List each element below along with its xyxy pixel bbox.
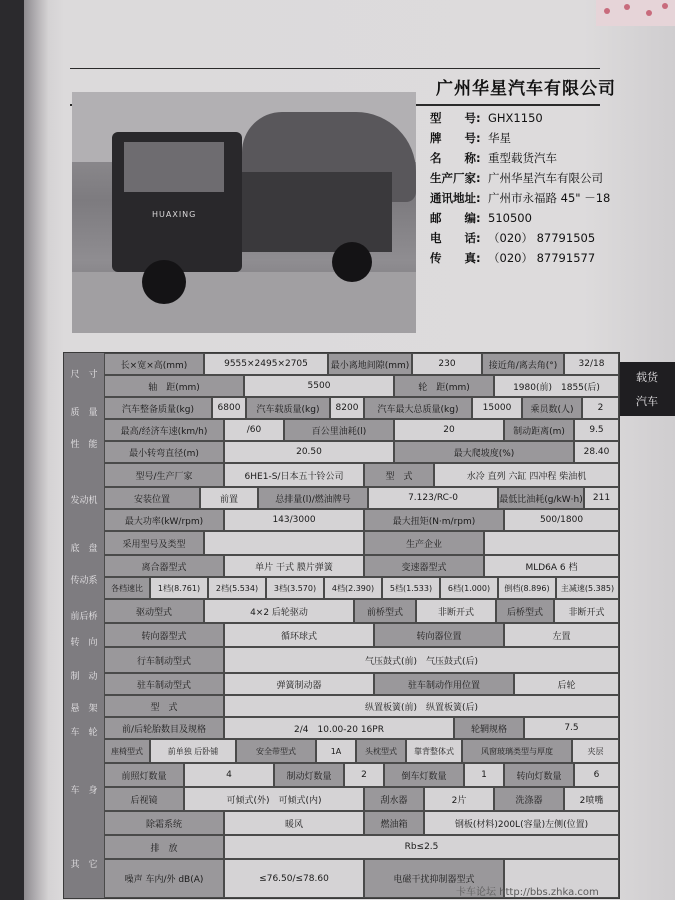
cell: 制动灯数量 (274, 763, 344, 787)
cell: 最小离地间隙(mm) (328, 353, 412, 375)
cell: 行车制动型式 (104, 647, 224, 673)
cell: 型号/生产厂家 (104, 463, 224, 487)
cell (484, 531, 619, 555)
info-value: 510500 (488, 211, 532, 225)
side-tab-line1: 载货 (636, 371, 658, 384)
cell: 前置 (200, 487, 258, 509)
cell: 除霜系统 (104, 811, 224, 835)
info-value: （020） 87791505 (488, 231, 596, 245)
cell: 型 式 (364, 463, 434, 487)
cell: 前单独 后卧铺 (150, 739, 236, 763)
cell: 噪声 车内/外 dB(A) (104, 859, 224, 898)
cell: 洗涤器 (494, 787, 564, 811)
info-value: 华星 (488, 131, 511, 145)
cell: 4×2 后轮驱动 (204, 599, 354, 623)
category-wheel: 车 轮 (70, 728, 98, 738)
cell: 后轮 (514, 673, 619, 695)
cell: 最大爬坡度(%) (394, 441, 574, 463)
info-value: 广州市永福路 45" －18 (488, 191, 611, 205)
cell: 单片 干式 膜片弹簧 (224, 555, 364, 577)
cell: 百公里油耗(l) (284, 419, 394, 441)
cell: 循环球式 (224, 623, 374, 647)
cell: 钢板(材料)200L(容量)左侧(位置) (424, 811, 619, 835)
cell: 气压鼓式(前) 气压鼓式(后) (224, 647, 619, 673)
cell: 6800 (212, 397, 246, 419)
cell: 后视镜 (104, 787, 184, 811)
cell: 2/4 10.00-20 16PR (224, 717, 454, 739)
info-label: 生产厂家: (430, 171, 481, 185)
cell: 前照灯数量 (104, 763, 184, 787)
cell: 夹层 (572, 739, 619, 763)
cell: 靠背整体式 (406, 739, 462, 763)
cell: 2 (344, 763, 384, 787)
category-performance: 性 能 (70, 440, 98, 450)
category-chassis: 底 盘 (70, 544, 98, 554)
cell: 汽车载质量(kg) (246, 397, 330, 419)
cell: 2档(5.534) (208, 577, 266, 599)
cell: 1A (316, 739, 356, 763)
info-label: 型 号: (430, 111, 481, 125)
page-corner-decoration (596, 0, 675, 26)
cell: 28.40 (574, 441, 619, 463)
cell: 排 放 (104, 835, 224, 859)
category-engine: 发动机 (70, 496, 98, 506)
info-label: 传 真: (430, 251, 481, 265)
cell: 转向器位置 (374, 623, 504, 647)
cell: 5500 (244, 375, 394, 397)
cell: 变速器型式 (364, 555, 484, 577)
category-column (64, 353, 104, 898)
cell: 最大功率(kW/rpm) (104, 509, 224, 531)
cell: 驱动型式 (104, 599, 204, 623)
cell: 风窗玻璃类型与厚度 (462, 739, 572, 763)
info-label: 牌 号: (430, 131, 481, 145)
cell: 非断开式 (554, 599, 619, 623)
cell: 型 式 (104, 695, 224, 717)
cell: 汽车最大总质量(kg) (364, 397, 472, 419)
cell: 1980(前) 1855(后) (494, 375, 619, 397)
cell: 6HE1-S/日本五十铃公司 (224, 463, 364, 487)
cell: 后桥型式 (496, 599, 554, 623)
cell: 211 (584, 487, 619, 509)
category-suspension: 悬 架 (70, 704, 98, 714)
info-label: 邮 编: (430, 211, 481, 225)
info-value: （020） 87791577 (488, 251, 596, 265)
cell: 20.50 (224, 441, 394, 463)
side-tab-line2: 汽车 (636, 395, 658, 408)
cell: 头枕型式 (356, 739, 406, 763)
cell: 最大扭矩(N·m/rpm) (364, 509, 504, 531)
cell: 纵置板簧(前) 纵置板簧(后) (224, 695, 619, 717)
cell: 主减速(5.385) (556, 577, 619, 599)
truck-brand-text: HUAXING (152, 210, 197, 219)
cell: 500/1800 (504, 509, 619, 531)
cell: 7.123/RC-0 (368, 487, 498, 509)
cell: 乘员数(人) (522, 397, 582, 419)
cell: 安装位置 (104, 487, 200, 509)
info-label: 通讯地址: (430, 191, 481, 205)
cell: 生产企业 (364, 531, 484, 555)
cell: 安全带型式 (236, 739, 316, 763)
cell: MLD6A 6 档 (484, 555, 619, 577)
cell: 倒档(8.896) (498, 577, 556, 599)
category-mass: 质 量 (70, 408, 98, 418)
cell: 接近角/离去角(°) (482, 353, 564, 375)
cell: 轮辋规格 (454, 717, 524, 739)
cell: 最高/经济车速(km/h) (104, 419, 224, 441)
category-brake: 制 动 (70, 672, 98, 682)
info-value: 重型载货汽车 (488, 151, 557, 165)
cell: 离合器型式 (104, 555, 224, 577)
cell: 6 (574, 763, 619, 787)
category-drivetrain: 传动系 (70, 576, 98, 586)
info-label: 电 话: (430, 231, 481, 245)
cell: 9.5 (574, 419, 619, 441)
cell: 15000 (472, 397, 522, 419)
cell: 前桥型式 (354, 599, 416, 623)
info-value: 广州华星汽车有限公司 (488, 171, 603, 185)
cell: ≤76.50/≤78.60 (224, 859, 364, 898)
cell: 7.5 (524, 717, 619, 739)
cell: 5档(1.533) (382, 577, 440, 599)
cell: 座椅型式 (104, 739, 150, 763)
cell: 刮水器 (364, 787, 424, 811)
cell: 最小转弯直径(m) (104, 441, 224, 463)
cell: 暖风 (224, 811, 364, 835)
cell: 230 (412, 353, 482, 375)
cell: 左置 (504, 623, 619, 647)
cell: 驻车制动型式 (104, 673, 224, 695)
cell: 采用型号及类型 (104, 531, 204, 555)
header-rule-top (70, 68, 600, 69)
cell (204, 531, 364, 555)
cell: 20 (394, 419, 504, 441)
cell: 总排量(l)/燃油牌号 (258, 487, 368, 509)
truck-photo (72, 92, 416, 333)
book-spine (24, 0, 48, 900)
cell: 2喷嘴 (564, 787, 619, 811)
cell: 可倾式(外) 可倾式(内) (184, 787, 364, 811)
cell: 3档(3.570) (266, 577, 324, 599)
cell: 弹簧制动器 (224, 673, 374, 695)
cell: 汽车整备质量(kg) (104, 397, 212, 419)
info-label: 名 称: (430, 151, 481, 165)
category-size: 尺 寸 (70, 370, 98, 380)
category-other: 其 它 (70, 860, 98, 870)
cell: 4档(2.390) (324, 577, 382, 599)
cell: 4 (184, 763, 274, 787)
cell: 8200 (330, 397, 364, 419)
category-body: 车 身 (70, 786, 98, 796)
footer-watermark: 卡车论坛 http://bbs.zhka.com (456, 887, 599, 898)
cell: 倒车灯数量 (384, 763, 464, 787)
cell: 最低比油耗(g/kW·h) (498, 487, 584, 509)
category-steering: 转 向 (70, 638, 98, 648)
cell: Rb≤2.5 (224, 835, 619, 859)
cell: 32/18 (564, 353, 619, 375)
cell: 轮 距(mm) (394, 375, 494, 397)
cell: /60 (224, 419, 284, 441)
cell: 9555×2495×2705 (204, 353, 328, 375)
cell: 2 (582, 397, 619, 419)
cell: 1档(8.761) (150, 577, 208, 599)
cell: 燃油箱 (364, 811, 424, 835)
cell: 电磁干扰抑制器型式 (364, 859, 504, 898)
cell: 长×宽×高(mm) (104, 353, 204, 375)
cell: 轴 距(mm) (104, 375, 244, 397)
cell: 2片 (424, 787, 494, 811)
cell: 转向器型式 (104, 623, 224, 647)
cell: 各档速比 (104, 577, 150, 599)
cell: 非断开式 (416, 599, 496, 623)
cell: 143/3000 (224, 509, 364, 531)
cell: 制动距离(m) (504, 419, 574, 441)
category-axle: 前后桥 (70, 612, 98, 622)
company-title: 广州华星汽车有限公司 (436, 79, 616, 99)
cell: 1 (464, 763, 504, 787)
cell: 驻车制动作用位置 (374, 673, 514, 695)
cell: 6档(1.000) (440, 577, 498, 599)
cell: 水冷 直列 六缸 四冲程 柴油机 (434, 463, 619, 487)
side-tab (619, 362, 675, 416)
spec-table (63, 352, 620, 899)
cell: 转向灯数量 (504, 763, 574, 787)
info-value: GHX1150 (488, 111, 543, 125)
cell: 前/后轮胎数目及规格 (104, 717, 224, 739)
